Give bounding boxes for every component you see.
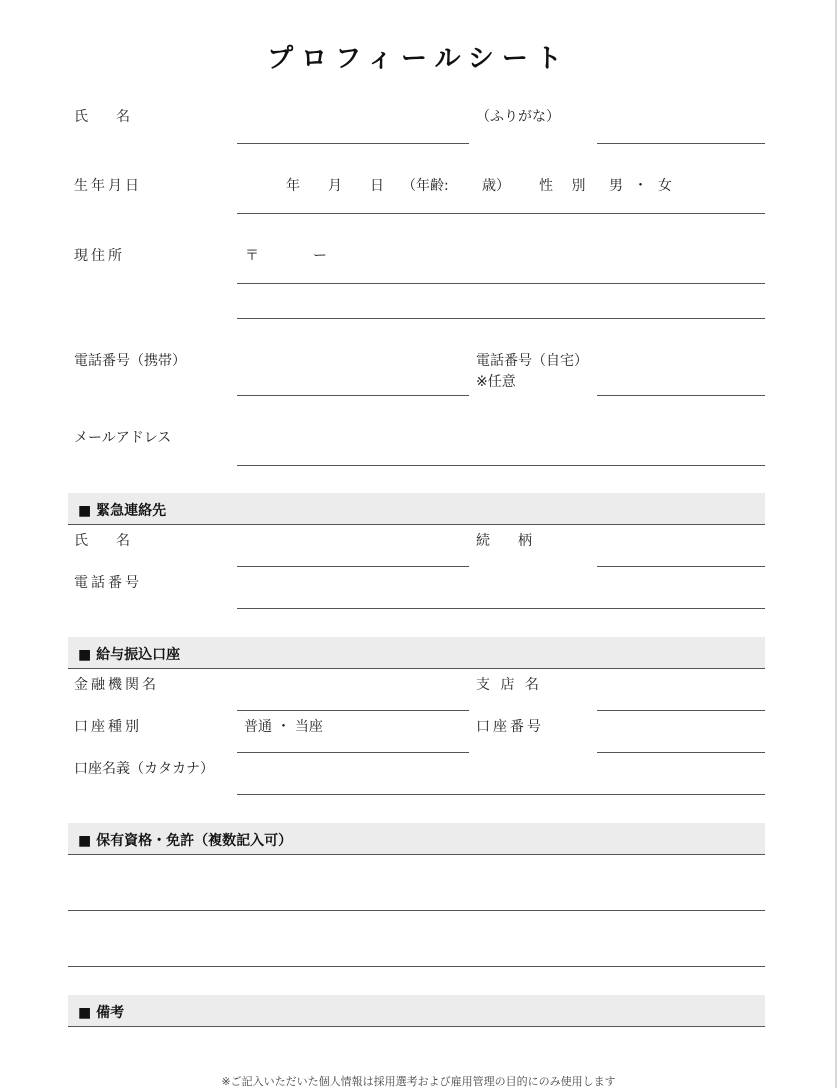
address-field-line1[interactable] bbox=[237, 283, 765, 284]
postal-dash: ー bbox=[313, 248, 327, 264]
privacy-note: ※ご記入いただいた個人情報は採用選考および雇用管理の目的にのみ使用します bbox=[221, 1075, 616, 1088]
birth-date-field[interactable] bbox=[237, 213, 765, 214]
name-label: 氏 名 bbox=[74, 109, 137, 125]
emergency-section-title: ■ 緊急連絡先 bbox=[78, 503, 167, 519]
bank-branch-field[interactable] bbox=[597, 710, 765, 711]
postal-mark: 〒 bbox=[245, 248, 259, 264]
birth-day-unit: 日 bbox=[370, 178, 384, 194]
page-title: プロフィールシート bbox=[267, 44, 570, 74]
name-field[interactable] bbox=[237, 143, 469, 144]
email-label: メールアドレス bbox=[74, 430, 172, 446]
age-close-label: 歳） bbox=[482, 178, 510, 194]
qualifications-field-line2[interactable] bbox=[68, 966, 765, 967]
account-number-label: 口座番号 bbox=[476, 719, 544, 735]
age-open-label: （年齢: bbox=[402, 178, 449, 194]
account-type-field[interactable] bbox=[237, 752, 469, 753]
emergency-phone-label: 電話番号 bbox=[74, 575, 142, 591]
qualifications-section-title: ■ 保有資格・免許（複数記入可） bbox=[78, 833, 293, 849]
emergency-relation-label: 続 柄 bbox=[476, 533, 539, 549]
emergency-relation-field[interactable] bbox=[597, 566, 765, 567]
mobile-phone-field[interactable] bbox=[237, 395, 469, 396]
mobile-phone-label: 電話番号（携帯） bbox=[74, 353, 186, 369]
qualifications-field-line1[interactable] bbox=[68, 910, 765, 911]
home-phone-label: 電話番号（自宅） bbox=[476, 353, 588, 369]
emergency-section-header bbox=[68, 493, 765, 525]
birth-year-unit: 年 bbox=[286, 178, 300, 194]
bank-institution-label: 金融機関名 bbox=[74, 677, 159, 693]
emergency-name-label: 氏 名 bbox=[74, 533, 137, 549]
home-phone-field[interactable] bbox=[597, 395, 765, 396]
account-type-options[interactable]: 普通 ・ 当座 bbox=[244, 719, 323, 735]
account-number-field[interactable] bbox=[597, 752, 765, 753]
qualifications-section-header bbox=[68, 823, 765, 855]
gender-label: 性 別 bbox=[539, 178, 593, 194]
account-type-label: 口座種別 bbox=[74, 719, 142, 735]
bank-institution-field[interactable] bbox=[237, 710, 469, 711]
bank-branch-label: 支 店 名 bbox=[476, 677, 542, 693]
home-phone-optional-note: ※任意 bbox=[476, 374, 516, 390]
furigana-field[interactable] bbox=[597, 143, 765, 144]
bank-section-header bbox=[68, 637, 765, 669]
address-field-line2[interactable] bbox=[237, 318, 765, 319]
emergency-name-field[interactable] bbox=[237, 566, 469, 567]
birth-month-unit: 月 bbox=[328, 178, 342, 194]
birth-date-label: 生年月日 bbox=[74, 178, 142, 194]
account-holder-label: 口座名義（カタカナ） bbox=[74, 761, 214, 777]
bank-section-title: ■ 給与振込口座 bbox=[78, 647, 181, 663]
address-label: 現住所 bbox=[74, 248, 125, 264]
remarks-section-title: ■ 備考 bbox=[78, 1005, 125, 1021]
furigana-label: （ふりがな） bbox=[476, 109, 560, 125]
remarks-section-header bbox=[68, 995, 765, 1027]
gender-options[interactable]: 男 ・ 女 bbox=[609, 178, 675, 194]
account-holder-field[interactable] bbox=[237, 794, 765, 795]
email-field[interactable] bbox=[237, 465, 765, 466]
emergency-phone-field[interactable] bbox=[237, 608, 765, 609]
